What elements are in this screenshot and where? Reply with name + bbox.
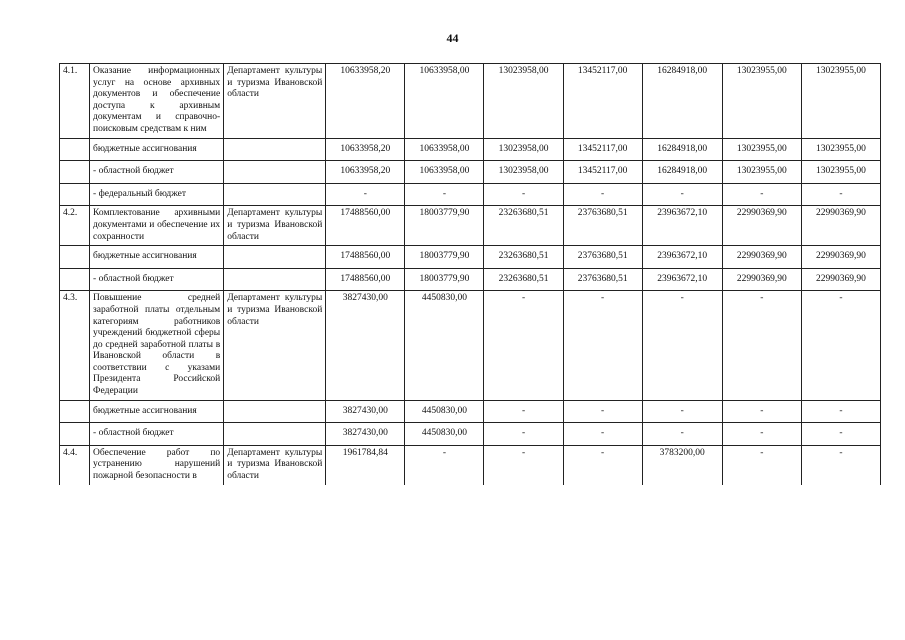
amount-cell: 4450830,00 (405, 423, 484, 446)
funding-row (60, 423, 881, 446)
amount-cell: - (563, 445, 642, 484)
executor-cell (224, 246, 326, 269)
amount-cell: - (642, 183, 722, 206)
activity-row (60, 206, 881, 246)
executor-cell (224, 161, 326, 184)
amount-cell: 23763680,51 (563, 268, 642, 291)
amount-cell: 10633958,20 (326, 161, 405, 184)
amount-cell: 1961784,84 (326, 445, 405, 484)
amount-cell: 18003779,90 (405, 206, 484, 246)
activity-name-cell: бюджетные ассигнования (90, 138, 224, 161)
row-number-cell (60, 183, 90, 206)
amount-cell: - (484, 423, 563, 446)
row-number-cell (60, 423, 90, 446)
amount-cell: 18003779,90 (405, 268, 484, 291)
row-number-cell: 4.3. (60, 291, 90, 400)
amount-cell: 10633958,00 (405, 161, 484, 184)
amount-cell: 22990369,90 (801, 206, 880, 246)
amount-cell: - (563, 400, 642, 423)
executor-cell: Департамент культуры и туризма Ивановской области (224, 64, 326, 139)
row-number-cell: 4.1. (60, 64, 90, 139)
amount-cell: 13023955,00 (722, 64, 801, 139)
amount-cell: 3827430,00 (326, 400, 405, 423)
row-number-cell: 4.4. (60, 445, 90, 484)
activity-row (60, 64, 881, 139)
funding-row (60, 246, 881, 269)
amount-cell: 22990369,90 (722, 268, 801, 291)
amount-cell: - (642, 400, 722, 423)
amount-cell: - (484, 400, 563, 423)
funding-row (60, 268, 881, 291)
amount-cell: - (722, 400, 801, 423)
executor-cell (224, 138, 326, 161)
amount-cell: 23763680,51 (563, 206, 642, 246)
amount-cell: 4450830,00 (405, 400, 484, 423)
amount-cell: - (326, 183, 405, 206)
amount-cell: 23963672,10 (642, 206, 722, 246)
amount-cell: 10633958,00 (405, 64, 484, 139)
amount-cell: 13023955,00 (801, 161, 880, 184)
amount-cell: - (801, 423, 880, 446)
executor-cell (224, 423, 326, 446)
activity-name-cell: Оказание информационных услуг на основе архивных документов и обеспечение доступа к архивным документам и справочно-поисковым средствам к ним (90, 64, 224, 139)
executor-cell (224, 268, 326, 291)
amount-cell: 13023955,00 (722, 161, 801, 184)
executor-cell (224, 400, 326, 423)
amount-cell: 17488560,00 (326, 268, 405, 291)
page-number: 44 (446, 31, 459, 45)
table-body (60, 64, 881, 485)
amount-cell: 13023958,00 (484, 138, 563, 161)
funding-row (60, 138, 881, 161)
amount-cell: - (484, 291, 563, 400)
amount-cell: 22990369,90 (722, 206, 801, 246)
activity-name-cell: - областной бюджет (90, 423, 224, 446)
amount-cell: 16284918,00 (642, 138, 722, 161)
amount-cell: 13023955,00 (722, 138, 801, 161)
funding-row (60, 400, 881, 423)
amount-cell: - (801, 400, 880, 423)
amount-cell: 23963672,10 (642, 268, 722, 291)
amount-cell: 13023955,00 (801, 138, 880, 161)
activity-name-cell: - областной бюджет (90, 161, 224, 184)
amount-cell: - (563, 423, 642, 446)
amount-cell: - (563, 183, 642, 206)
activity-name-cell: Обеспечение работ по устранению нарушений пожарной безопасности в (90, 445, 224, 484)
activity-row (60, 445, 881, 484)
amount-cell: - (801, 183, 880, 206)
executor-cell: Департамент культуры и туризма Ивановской области (224, 206, 326, 246)
amount-cell: - (405, 445, 484, 484)
amount-cell: 3827430,00 (326, 291, 405, 400)
row-number-cell: 4.2. (60, 206, 90, 246)
activity-name-cell: Комплектование архивными документами и обеспечение их сохранности (90, 206, 224, 246)
executor-cell (224, 183, 326, 206)
amount-cell: 13023955,00 (801, 64, 880, 139)
row-number-cell (60, 138, 90, 161)
amount-cell: 23963672,10 (642, 246, 722, 269)
executor-cell: Департамент культуры и туризма Ивановской области (224, 291, 326, 400)
activity-name-cell: Повышение средней заработной платы отдельным категориям работников учреждений бюджетной сферы до средней заработной платы в Ивановской области в соответствии с указами Президента Российской Федерации (90, 291, 224, 400)
amount-cell: 13023958,00 (484, 64, 563, 139)
activity-name-cell: бюджетные ассигнования (90, 400, 224, 423)
amount-cell: 13452117,00 (563, 161, 642, 184)
amount-cell: 23263680,51 (484, 246, 563, 269)
amount-cell: 13452117,00 (563, 138, 642, 161)
amount-cell: 23263680,51 (484, 268, 563, 291)
amount-cell: 18003779,90 (405, 246, 484, 269)
amount-cell: 3827430,00 (326, 423, 405, 446)
funding-row (60, 183, 881, 206)
amount-cell: 22990369,90 (801, 246, 880, 269)
funding-row (60, 161, 881, 184)
amount-cell: - (801, 291, 880, 400)
amount-cell: 10633958,00 (405, 138, 484, 161)
amount-cell: - (801, 445, 880, 484)
amount-cell: - (563, 291, 642, 400)
activity-row (60, 291, 881, 400)
amount-cell: 23763680,51 (563, 246, 642, 269)
amount-cell: 17488560,00 (326, 246, 405, 269)
amount-cell: - (484, 445, 563, 484)
activity-name-cell: - федеральный бюджет (90, 183, 224, 206)
executor-cell: Департамент культуры и туризма Ивановской области (224, 445, 326, 484)
amount-cell: 22990369,90 (722, 246, 801, 269)
row-number-cell (60, 246, 90, 269)
amount-cell: - (484, 183, 563, 206)
activity-name-cell: - областной бюджет (90, 268, 224, 291)
amount-cell: 17488560,00 (326, 206, 405, 246)
amount-cell: - (642, 423, 722, 446)
amount-cell: - (722, 445, 801, 484)
amount-cell: 16284918,00 (642, 64, 722, 139)
budget-table (59, 63, 881, 485)
row-number-cell (60, 268, 90, 291)
amount-cell: 10633958,20 (326, 64, 405, 139)
amount-cell: 22990369,90 (801, 268, 880, 291)
activity-name-cell: бюджетные ассигнования (90, 246, 224, 269)
amount-cell: - (642, 291, 722, 400)
amount-cell: 10633958,20 (326, 138, 405, 161)
amount-cell: 3783200,00 (642, 445, 722, 484)
amount-cell: - (405, 183, 484, 206)
amount-cell: 4450830,00 (405, 291, 484, 400)
row-number-cell (60, 161, 90, 184)
amount-cell: - (722, 291, 801, 400)
amount-cell: 13023958,00 (484, 161, 563, 184)
amount-cell: 23263680,51 (484, 206, 563, 246)
amount-cell: - (722, 183, 801, 206)
amount-cell: - (722, 423, 801, 446)
amount-cell: 13452117,00 (563, 64, 642, 139)
row-number-cell (60, 400, 90, 423)
amount-cell: 16284918,00 (642, 161, 722, 184)
